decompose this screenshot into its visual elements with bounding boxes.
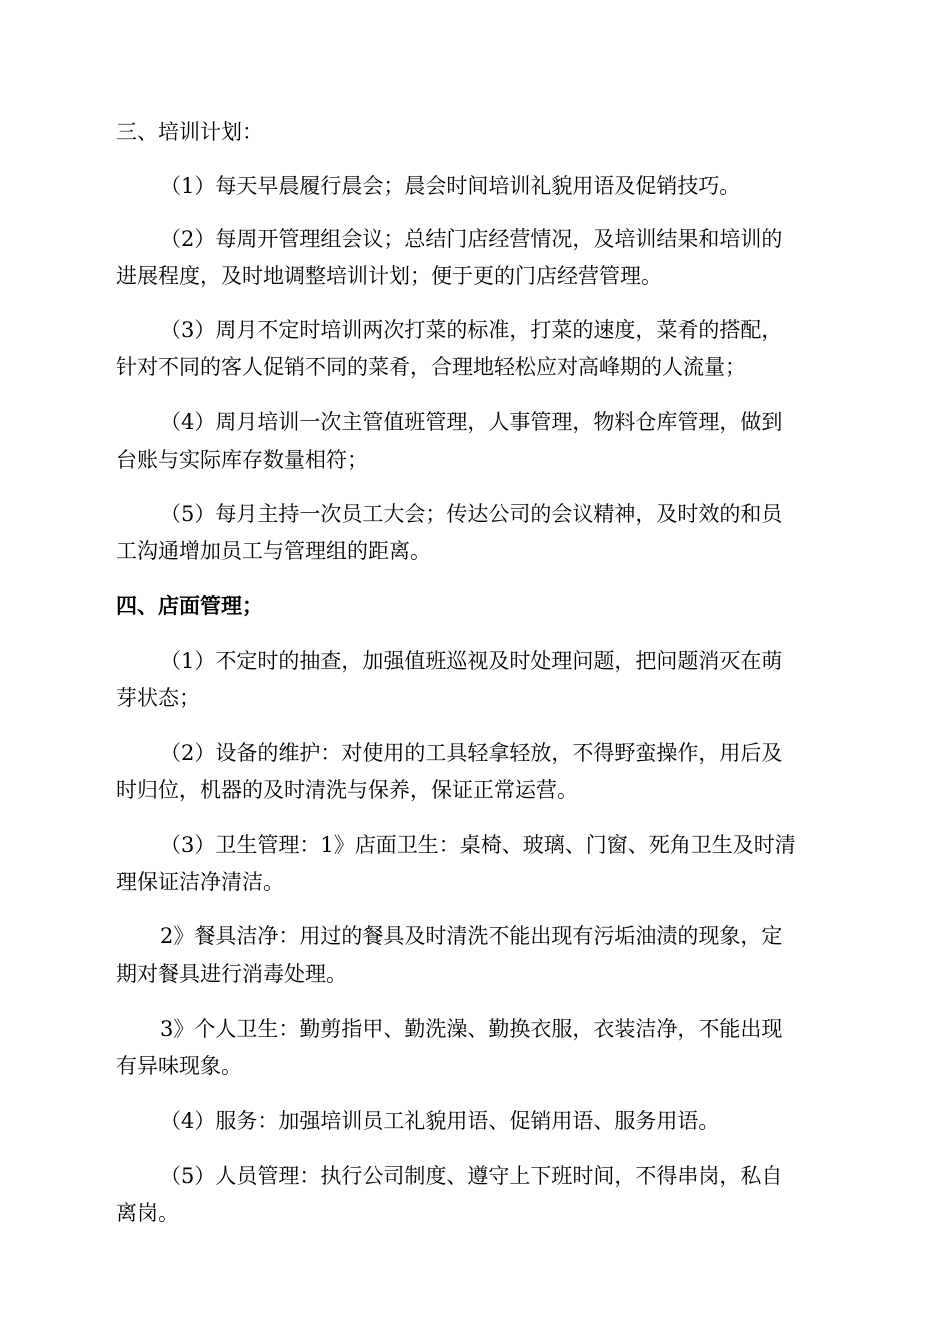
paragraph-line: 针对不同的客人促销不同的菜肴，合理地轻松应对高峰期的人流量； [116,355,746,379]
paragraph-line: （1）不定时的抽查，加强值班巡视及时处理问题，把问题消灭在萌 [160,649,783,673]
paragraph-line: （2）每周开管理组会议；总结门店经营情况，及培训结果和培训的 [160,227,783,251]
paragraph-line: （4）周月培训一次主管值班管理，人事管理，物料仓库管理，做到 [160,410,783,434]
paragraph-line: （1）每天早晨履行晨会；晨会时间培训礼貌用语及促销技巧。 [160,174,741,198]
paragraph-line: 期对餐具进行消毒处理。 [116,962,347,986]
paragraph-line: 理保证洁净清洁。 [116,870,284,894]
paragraph-line: （5）人员管理：执行公司制度、遵守上下班时间，不得串岗，私自 [160,1164,783,1188]
paragraph-line: 时归位，机器的及时清洗与保养，保证正常运营。 [116,778,578,802]
paragraph-line: （4）服务：加强培训员工礼貌用语、促销用语、服务用语。 [160,1109,720,1133]
paragraph-line: 芽状态； [116,686,200,710]
paragraph-line: （2）设备的维护：对使用的工具轻拿轻放，不得野蛮操作，用后及 [160,741,783,765]
paragraph-line: 有异味现象。 [116,1054,242,1078]
paragraph-line: 3》个人卫生：勤剪指甲、勤洗澡、勤换衣服，衣装洁净，不能出现 [160,1017,783,1041]
paragraph-line: （3）周月不定时培训两次打菜的标准，打菜的速度，菜肴的搭配， [160,318,783,342]
paragraph-line: 离岗。 [116,1201,179,1225]
section-heading-store-management: 四、店面管理； [116,593,263,618]
paragraph-line: 2》餐具洁净：用过的餐具及时清洗不能出现有污垢油渍的现象，定 [160,924,783,948]
paragraph-line: 进展程度，及时地调整培训计划；便于更的门店经营管理。 [116,264,662,288]
paragraph-line: （5）每月主持一次员工大会；传达公司的会议精神，及时效的和员 [160,502,783,526]
paragraph-line: 台账与实际库存数量相符； [116,448,368,472]
paragraph-line: （3）卫生管理：1》店面卫生：桌椅、玻璃、门窗、死角卫生及时清 [160,833,796,857]
paragraph-line: 工沟通增加员工与管理组的距离。 [116,539,431,563]
section-heading-training-plan: 三、培训计划： [116,120,263,144]
